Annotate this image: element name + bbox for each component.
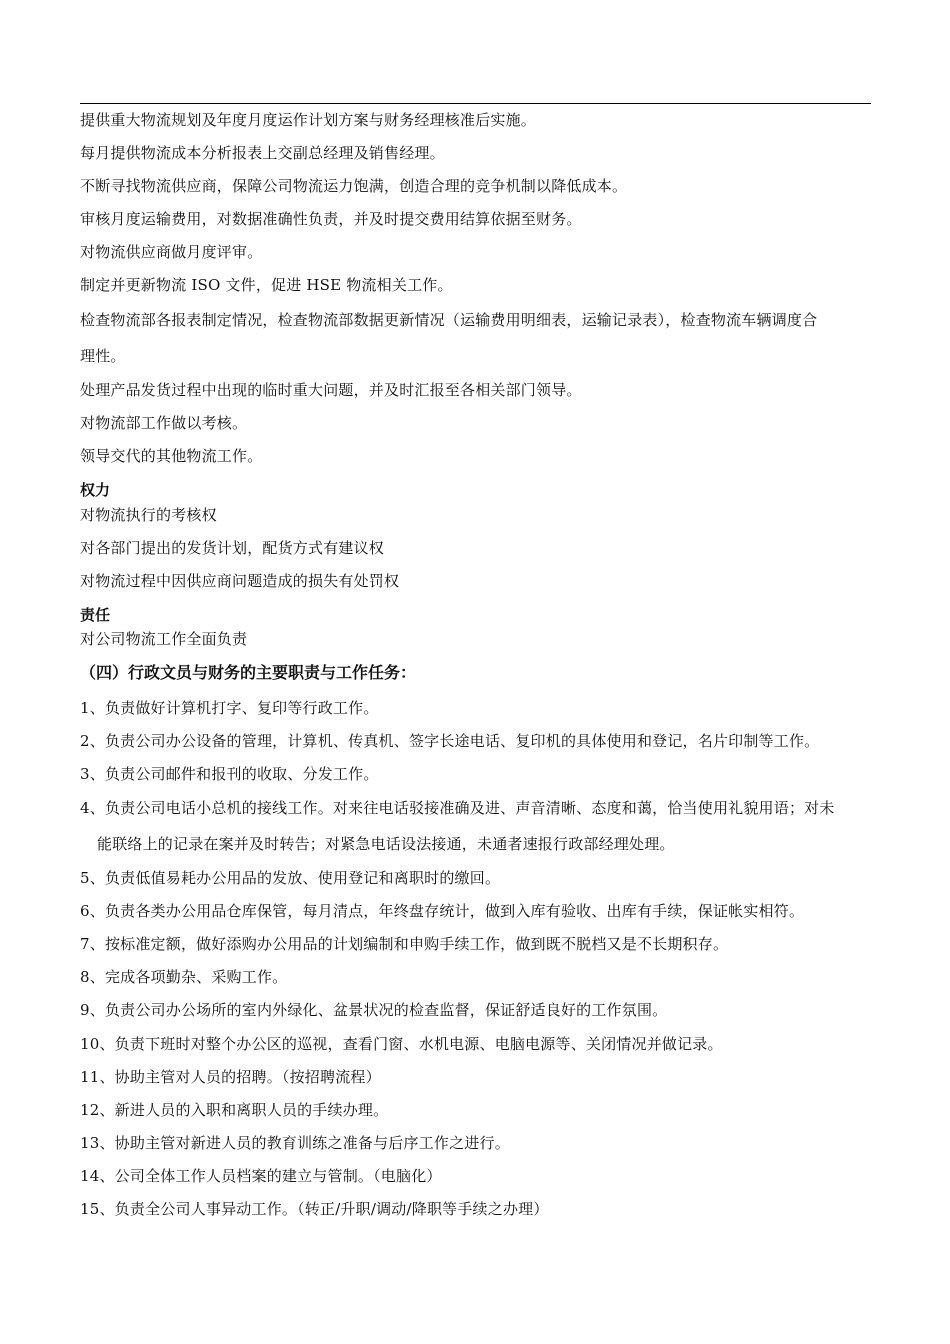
duty-line: 不断寻找物流供应商，保障公司物流运力饱满，创造合理的竞争机制以降低成本。 xyxy=(80,177,628,195)
section-item: 8、完成各项勤杂、采购工作。 xyxy=(80,968,288,986)
duty-line: 审核月度运输费用，对数据准确性负责，并及时提交费用结算依据至财务。 xyxy=(80,210,582,228)
section-item: 4、负责公司电话小总机的接线工作。对来往电话驳接准确及进、声音清晰、态度和蔼，恰当使用礼貌用语；对未 xyxy=(80,799,835,817)
duty-line: 提供重大物流规划及年度月度运作计划方案与财务经理核准后实施。 xyxy=(80,111,537,129)
section-item: 10、负责下班时对整个办公区的巡视，查看门窗、水机电源、电脑电源等、关闭情况并做记录。 xyxy=(80,1035,723,1053)
power-item: 对物流过程中因供应商问题造成的损失有处罚权 xyxy=(80,572,400,590)
power-heading: 权力 xyxy=(80,481,111,499)
section-heading: （四）行政文员与财务的主要职责与工作任务： xyxy=(80,663,417,682)
duty-line: 领导交代的其他物流工作。 xyxy=(80,447,263,465)
duty-line: 每月提供物流成本分析报表上交副总经理及销售经理。 xyxy=(80,144,445,162)
section-item: 5、负责低值易耗办公用品的发放、使用登记和离职时的缴回。 xyxy=(80,869,501,887)
duty-line: 处理产品发货过程中出现的临时重大问题，并及时汇报至各相关部门领导。 xyxy=(80,381,582,399)
duty-line: 对物流供应商做月度评审。 xyxy=(80,243,263,261)
power-item: 对各部门提出的发货计划，配货方式有建议权 xyxy=(80,539,385,557)
section-item: 能联络上的记录在案并及时转告；对紧急电话设法接通，未通者速报行政部经理处理。 xyxy=(97,835,675,853)
section-item: 9、负责公司办公场所的室内外绿化、盆景状况的检查监督，保证舒适良好的工作氛围。 xyxy=(80,1001,668,1019)
section-item: 2、负责公司办公设备的管理，计算机、传真机、签字长途电话、复印机的具体使用和登记，名片印制等工作。 xyxy=(80,732,820,750)
header-rule xyxy=(80,103,871,104)
responsibility-heading: 责任 xyxy=(80,606,111,624)
section-item: 12、新进人员的入职和离职人员的手续办理。 xyxy=(80,1101,389,1119)
section-item: 11、协助主管对人员的招聘。（按招聘流程） xyxy=(80,1068,381,1086)
duty-line: 检查物流部各报表制定情况，检查物流部数据更新情况（运输费用明细表，运输记录表），检查物流车辆调度合 xyxy=(80,311,818,329)
power-item: 对物流执行的考核权 xyxy=(80,506,217,524)
section-item: 14、公司全体工作人员档案的建立与管制。（电脑化） xyxy=(80,1167,442,1185)
section-item: 7、按标准定额，做好添购办公用品的计划编制和申购手续工作，做到既不脱档又是不长期积存。 xyxy=(80,935,729,953)
section-item: 15、负责全公司人事异动工作。（转正/升职/调动/降职等手续之办理） xyxy=(80,1200,549,1218)
section-item: 3、负责公司邮件和报刊的收取、分发工作。 xyxy=(80,765,379,783)
section-item: 1、负责做好计算机打字、复印等行政工作。 xyxy=(80,699,379,717)
duty-line: 对物流部工作做以考核。 xyxy=(80,414,248,432)
duty-line: 制定并更新物流 ISO 文件，促进 HSE 物流相关工作。 xyxy=(80,276,453,294)
duty-line: 理性。 xyxy=(80,347,126,365)
responsibility-item: 对公司物流工作全面负责 xyxy=(80,630,248,648)
section-item: 13、协助主管对新进人员的教育训练之准备与后序工作之进行。 xyxy=(80,1134,510,1152)
section-item: 6、负责各类办公用品仓库保管，每月清点，年终盘存统计，做到入库有验收、出库有手续，保证帐实相符。 xyxy=(80,902,805,920)
